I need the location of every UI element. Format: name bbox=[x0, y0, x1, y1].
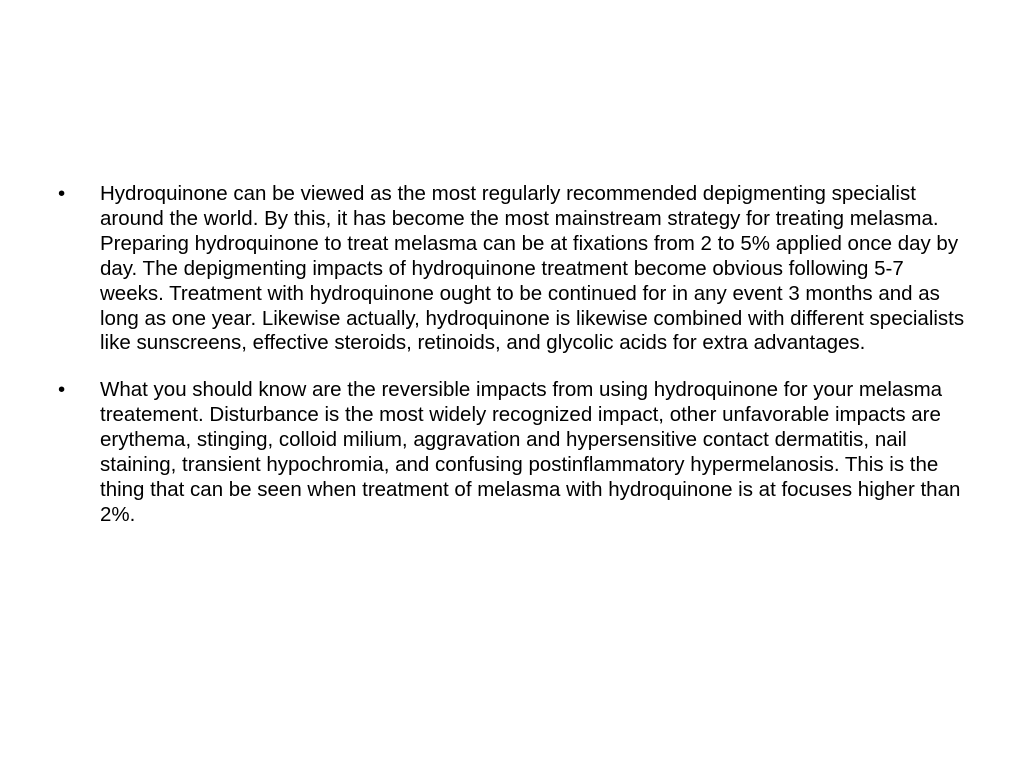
bullet-icon: • bbox=[58, 182, 66, 205]
bullet-icon: • bbox=[58, 378, 66, 402]
bullet-item-1 bbox=[58, 182, 970, 356]
bullet-list bbox=[58, 182, 970, 550]
bullet-item-2 bbox=[58, 378, 970, 527]
bullet-text-2: What you should know are the reversible impacts from using hydroquinone for your melasma treatement. Disturbance is the most widely recognized impact, other unfavorable impacts are erythema, stinging, colloid milium, aggravation and hypersensitive contact dermatitis, nail staining, transient hypochromia, and confusing postinflammatory hypermelanosis. This is the thing that can be seen when treatment of melasma with hydroquinone is at focuses higher than 2%. bbox=[100, 378, 961, 526]
bullet-text-1: Hydroquinone can be viewed as the most regularly recommended depigmenting specialist around the world. By this, it has become the most mainstream strategy for treating melasma. Preparing hydroquinone to treat melasma can be at fixations from 2 to 5% applied once day by day. The depigmenting impacts of hydroquinone treatment become obvious following 5-7 weeks. Treatment with hydroquinone ought to be continued for in any event 3 months and as long as one year. Likewise actually, hydroquinone is likewise combined with different specialists like sunscreens, effective steroids, retinoids, and glycolic acids for extra advantages. bbox=[100, 182, 965, 355]
